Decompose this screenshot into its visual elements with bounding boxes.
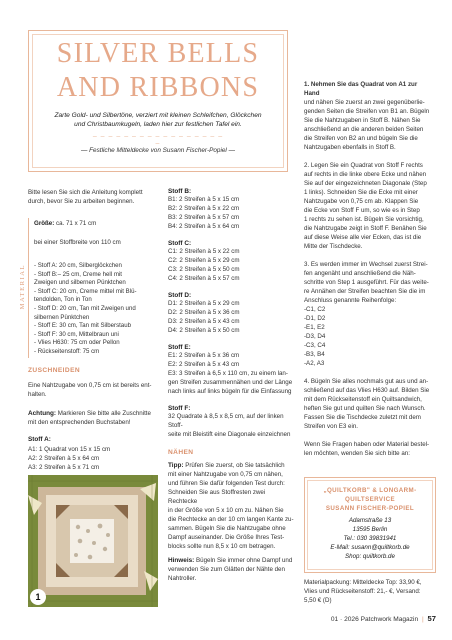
heading-naehen: NÄHEN	[168, 449, 194, 456]
materialpackung-line: Materialpackung: Mitteldecke Top: 33,90 €,	[304, 579, 422, 586]
materialpackung-line: 5,50 € (D)	[304, 597, 332, 604]
cut-item: seite mit Bleistift eine Diagonale einzeichnen	[168, 431, 291, 438]
cut-item: C2: 2 Streifen à 5 x 29 cm	[168, 257, 240, 264]
size-value: ca. 71 x 71 cm	[54, 220, 97, 227]
material-item: tendolden, Ton in Ton	[34, 296, 92, 304]
shop-web: Shop: quiltkorb.de	[345, 553, 395, 560]
stoffF-list	[168, 412, 296, 439]
step-2	[304, 161, 434, 251]
tipp-line: sammen. Bügeln Sie die Nahtzugabe ohne	[168, 525, 286, 532]
tipp-line: und führen Sie dafür folgenden Test durch:	[168, 480, 285, 487]
step-1	[304, 80, 434, 152]
article-title	[29, 37, 287, 105]
cut-item: D1: 2 Streifen à 5 x 29 cm	[168, 300, 240, 307]
cut-item: A1: 1 Quadrat von 15 x 15 cm	[28, 446, 111, 453]
instructions-column	[304, 80, 434, 458]
cut-item: D3: 2 Streifen à 5 x 43 cm	[168, 318, 240, 325]
stoffC-list	[168, 247, 296, 283]
tipp-line: Schneiden Sie aus Stoffresten zwei Rechtecke	[168, 489, 266, 505]
stoffB-heading: Stoff B:	[168, 188, 192, 195]
achtung-note	[28, 409, 162, 427]
cut-item: B4: 2 Streifen à 5 x 64 cm	[168, 223, 240, 230]
zuschneiden-line: halten.	[28, 391, 47, 398]
zuschneiden-line: Eine Nahtzugabe von 0,75 cm ist bereits ent-	[28, 382, 152, 389]
achtung-line: mit den entsprechenden Buchstaben!	[28, 419, 131, 426]
step-3-line: re Annähen der Streifen beachten Sie die im	[304, 288, 426, 295]
cut-item: 32 Quadrate à 8,5 x 8,5 cm, auf der linken Stoff-	[168, 413, 284, 429]
cut-item: D4: 2 Streifen à 5 x 50 cm	[168, 327, 240, 334]
tipp-line: in der Größe von 5 x 10 cm zu. Nähen Sie	[168, 507, 284, 514]
cut-item: A2: 2 Streifen à 5 x 64 cm	[28, 455, 100, 462]
cut-item: D2: 2 Streifen à 5 x 36 cm	[168, 309, 240, 316]
heading-zuschneiden: ZUSCHNEIDEN	[28, 367, 81, 374]
shop-name-line-2: QUILTSERVICE	[345, 496, 395, 503]
order-item: -D3, D4	[304, 333, 326, 340]
cut-list-column	[168, 188, 296, 583]
stoffA-list	[28, 445, 162, 472]
material-item: - Stoff C: 20 cm, Creme mittel mit Blü-	[34, 287, 137, 295]
hinweis-line: Nahtroller.	[168, 575, 197, 582]
step-4-line: 4. Bügeln Sie alles nochmals gut aus und an-	[304, 378, 429, 385]
step-4-line: Streifen von E3 ein.	[304, 423, 359, 430]
step-2-line: 1 rechts zu sehen ist. Bügeln Sie vorsichtig,	[304, 216, 424, 223]
hinweis-line: Bügeln Sie immer ohne Dampf und	[194, 557, 293, 564]
hinweis-label: Hinweis:	[168, 557, 195, 564]
tipp-line: Dampf auseinander. Die Größe Ihres Test-	[168, 534, 285, 541]
tipp-line: die Rechtecke an der 10 cm langen Kante zu-	[168, 516, 294, 523]
shop-email: E-Mail: susann@quiltkorb.de	[330, 544, 410, 551]
step-1-line: anschließend an die anderen beiden Seiten	[304, 126, 424, 133]
step-2-line: Nahtzugabe von 0,75 cm ab. Klappen Sie	[304, 198, 419, 205]
tipp-line: Prüfen Sie zuerst, ob Sie tatsächlich	[183, 462, 285, 469]
tipp-label: Tipp:	[168, 462, 184, 469]
cut-item: B1: 2 Streifen à 5 x 15 cm	[168, 196, 240, 203]
footer-magazine: Patchwork Magazin	[360, 616, 419, 623]
step-4-line: Fassen Sie die Tischdecke zuletzt mit dem	[304, 414, 421, 421]
tipp-line: mit einer Nahtzugabe von 0,75 cm nähen,	[168, 471, 283, 478]
cut-item: E1: 2 Streifen à 5 x 36 cm	[168, 352, 240, 359]
hinweis-line: verwenden Sie zum Glätten der Nähte den	[168, 566, 285, 573]
intro-line-1: Bitte lesen Sie sich die Anleitung komplett	[28, 189, 143, 196]
step-2-line: die Nahtzugabe zeigt in Stoff F. Benähen Sie	[304, 225, 427, 232]
step-number-badge: 1	[30, 589, 46, 605]
step-4-line: mit dem Rückseitenstoff ein Quiltsandwich,	[304, 396, 422, 403]
material-size	[34, 219, 162, 228]
title-line-1: SILVER BELLS	[56, 38, 260, 69]
step-4	[304, 377, 434, 431]
stoffE-heading: Stoff E:	[168, 344, 191, 351]
material-vertical-label: MATERIAL	[19, 264, 26, 310]
stoffE-list	[168, 351, 296, 396]
title-line-2: AND RIBBONS	[56, 72, 260, 103]
order-item: -B3, B4	[304, 351, 325, 358]
step-4-line: schließend auf das Vlies H630 auf. Bilden Sie	[304, 387, 430, 394]
stoffD-heading: Stoff D:	[168, 292, 192, 299]
shop-owner: SUSANN FISCHER-POPIEL	[325, 505, 415, 512]
cut-item: nach links auf links bügeln für die Einfassung	[168, 388, 292, 395]
shop-city: 13595 Berlin	[352, 526, 388, 533]
step-1-line: die Streifen von B2 an und bügeln Sie die	[304, 135, 418, 142]
article-byline: — Festliche Mitteldecke von Susann Fischer-Popiel —	[80, 147, 236, 154]
page-number: 57	[427, 614, 436, 623]
size-label: Größe:	[34, 220, 55, 227]
cut-item: gen Streifen zusammennähen und der Länge	[168, 379, 293, 386]
step-2-line: auf rechts in die linke obere Ecke und nähen	[304, 171, 427, 178]
order-item: -C1, C2	[304, 306, 326, 313]
page-footer	[290, 614, 436, 623]
step-3-line: 3. Es werden immer im Wechsel zuerst Strei-	[304, 261, 428, 268]
order-item: -E1, E2	[304, 324, 325, 331]
zuschneiden-para	[28, 381, 162, 399]
achtung-line: Markieren Sie bitte alle Zuschnitte	[56, 410, 151, 417]
materialpackung-line: Vlies und Rückseitenstoff: 21,- €, Versand:	[304, 588, 421, 595]
cut-item: B3: 2 Streifen à 5 x 57 cm	[168, 214, 240, 221]
step-2-line: Mitte der Tischdecke.	[304, 243, 363, 250]
step-2-line: auf diese Weise alle vier Ecken, das ist die	[304, 234, 422, 241]
intro-text	[28, 188, 162, 206]
step-1-line: 1. Nehmen Sie das Quadrat von A1 zur Hand	[304, 81, 418, 97]
footer-separator: |	[421, 616, 424, 623]
shop-street: Adamstraße 13	[348, 517, 392, 524]
step-2-line: 1 links). Schneiden Sie die Ecke mit einer	[304, 189, 418, 196]
step-1-line: genden Seiten die Streifen von B1 an. Bügeln	[304, 108, 430, 115]
quilt-block-photo	[28, 475, 158, 607]
step-4-line: heften Sie gut und quilten Sie nach Wunsch.	[304, 405, 426, 412]
achtung-label: Achtung:	[28, 410, 57, 417]
subtitle-line-1: Zarte Gold- und Silbertöne, verziert mit kleinen Schleifchen, Glöckchen	[54, 112, 262, 119]
cut-item: A3: 2 Streifen à 5 x 71 cm	[28, 464, 100, 471]
step-3-line: schritte von Step 1 ausgeführt. Für das weite-	[304, 279, 429, 286]
step-1-line: Nahtzugaben ebenfalls in Stoff B.	[304, 144, 396, 151]
order-item: -A2, A3	[304, 360, 325, 367]
stoffA-heading: Stoff A:	[28, 436, 51, 443]
material-item: - Stoff F: 30 cm, Mittelbraun uni	[34, 330, 119, 338]
cut-item: C1: 2 Streifen à 5 x 22 cm	[168, 248, 240, 255]
title-box	[28, 30, 288, 172]
stoffB-list	[168, 195, 296, 231]
decorative-dashes: – – – – – – – – – – – – – – – – – –	[92, 133, 224, 147]
material-item: - Stoff D: 20 cm, Tan mit Zweigen und	[34, 304, 136, 312]
material-item: - Stoff E: 30 cm, Tan mit Silberstaub	[34, 322, 131, 330]
subtitle-line-2: und Christbaumkugeln, laden hier zur festlichen Tafel ein.	[74, 121, 242, 128]
hinweis-paragraph	[168, 556, 296, 583]
cut-item: E3: 3 Streifen à 6,5 x 110 cm, zu einem lan-	[168, 370, 288, 377]
materialpackung-note	[304, 578, 434, 605]
step-1-line: Sie die Nahtzugaben in Stoff B. Nähen Sie	[304, 117, 421, 124]
material-item: - Rückseitenstoff: 75 cm	[34, 347, 100, 355]
material-item: - Stoff B:– 25 cm, Creme hell mit	[34, 270, 122, 278]
cut-item: C3: 2 Streifen à 5 x 50 cm	[168, 266, 240, 273]
shop-contact-box	[304, 477, 436, 573]
step-3-line: fen angenäht und anschließend die Näh-	[304, 270, 416, 277]
questions-note	[304, 440, 434, 458]
tipp-paragraph	[168, 461, 296, 551]
stoffC-heading: Stoff C:	[168, 240, 192, 247]
article-subtitle	[41, 111, 275, 129]
step-1-line: und nähen Sie zuerst an zwei gegenüberlie-	[304, 99, 425, 106]
tipp-line: blocks sollte nun 8,5 x 10 cm betragen.	[168, 543, 276, 550]
width-note: bei einer Stoffbreite von 110 cm	[34, 239, 121, 246]
stoffF-heading: Stoff F:	[168, 405, 191, 412]
footer-issue: 01 · 2026	[330, 616, 359, 623]
cut-item: B2: 2 Streifen à 5 x 22 cm	[168, 205, 240, 212]
step-3-line: Anschluss genannte Reihenfolge:	[304, 297, 397, 304]
cut-item: C4: 2 Streifen à 5 x 57 cm	[168, 275, 240, 282]
questions-line: Wenn Sie Fragen haben oder Material bestel-	[304, 441, 430, 448]
shop-name-line-1: „QUILTKORB" & LONGARM-	[323, 487, 417, 494]
intro-line-2: durch, bevor Sie zu arbeiten beginnen.	[28, 198, 135, 205]
material-rule	[28, 218, 29, 358]
material-item: silbernen Pünktchen	[34, 313, 90, 321]
material-item: - Stoff A: 20 cm, Silberglöckchen	[34, 262, 122, 269]
step-2-line: 2. Legen Sie ein Quadrat von Stoff F rechts	[304, 162, 423, 169]
order-item: -C3, C4	[304, 342, 326, 349]
shop-phone: Tel.: 030 39831941	[343, 535, 397, 542]
step-3	[304, 260, 434, 368]
questions-line: len möchten, wenden Sie sich bitte an:	[304, 450, 410, 457]
material-list	[34, 262, 162, 357]
step-2-line: die Ecke von Stoff F um, so wie es in Step	[304, 207, 420, 214]
stoffD-list	[168, 299, 296, 335]
order-item: -D1, D2	[304, 315, 326, 322]
material-item: - Vlies H630: 75 cm oder Pellon	[34, 339, 120, 347]
step-2-line: Sie auf der eingezeichneten Diagonale (Step	[304, 180, 427, 187]
material-item: Zweigen und silbernen Pünktchen	[34, 279, 126, 287]
quilt-block-illustration	[28, 475, 158, 607]
cut-item: E2: 2 Streifen à 5 x 43 cm	[168, 361, 240, 368]
